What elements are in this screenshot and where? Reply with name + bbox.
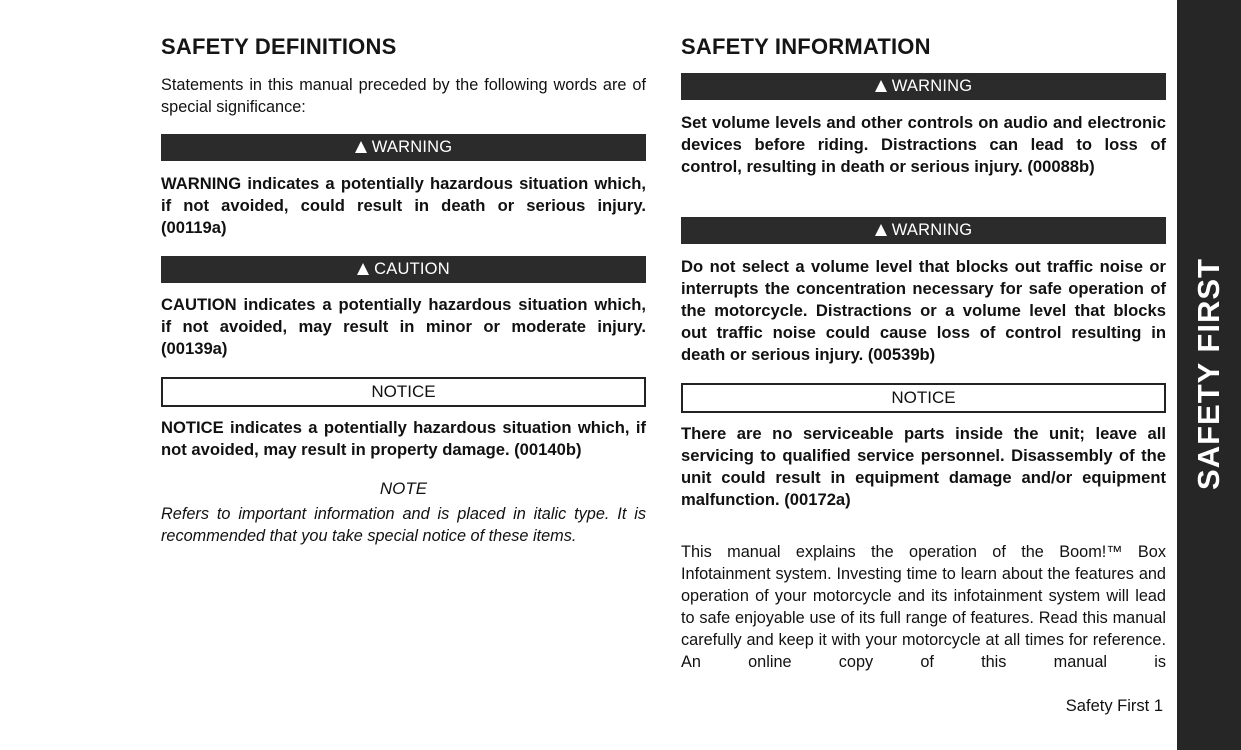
warning-banner-2 bbox=[681, 217, 1166, 244]
manual-intro-paragraph: This manual explains the operation of the Boom!™ Box Infotainment system. Investing time to learn about the features and operation of your motorcycle and its infotainment system will lead to safe enjoyable use of its full range of features. Read this manual carefully and keep it with your motorcycle at all times for reference. An online copy of this manual is bbox=[681, 543, 1166, 671]
caution-triangle-icon bbox=[357, 263, 369, 275]
warning-definition-text: WARNING indicates a potentially hazardous situation which, if not avoided, could result in death or serious injury. (00119a) bbox=[161, 174, 646, 237]
section-title-safety-information: SAFETY INFORMATION bbox=[681, 34, 931, 59]
warning-1-text: Set volume levels and other controls on audio and electronic devices before riding. Distractions can lead to loss of control, resulting in death or serious injury. (00088b) bbox=[681, 113, 1166, 176]
warning-triangle-icon bbox=[355, 141, 367, 153]
notice-definition-text: NOTICE indicates a potentially hazardous situation which, if not avoided, may result in property damage. (00140b) bbox=[161, 418, 646, 459]
warning-banner-1-label: WARNING bbox=[891, 77, 973, 95]
warning-2-text: Do not select a volume level that blocks out traffic noise or interrupts the concentration necessary for safe operation of the motorcycle. Distractions or a volume level that blocks out traffic noise could cause loss of control resulting in death or serious injury. (00539b) bbox=[681, 257, 1166, 364]
note-definition-text: Refers to important information and is placed in italic type. It is recommended that you take special notice of these items. bbox=[161, 505, 646, 545]
section-title-safety-definitions: SAFETY DEFINITIONS bbox=[161, 34, 397, 59]
note-heading: NOTE bbox=[379, 479, 428, 498]
warning-banner-label: WARNING bbox=[371, 138, 453, 156]
warning-banner-1 bbox=[681, 73, 1166, 100]
page-footer: Safety First 1 bbox=[1065, 697, 1163, 715]
warning-banner-2-label: WARNING bbox=[891, 221, 973, 239]
caution-definition-text: CAUTION indicates a potentially hazardous situation which, if not avoided, may result in minor or moderate injury. (00139a) bbox=[161, 295, 646, 358]
caution-banner-label: CAUTION bbox=[374, 260, 450, 278]
warning-triangle-icon bbox=[875, 80, 887, 92]
side-tab-label: SAFETY FIRST bbox=[1191, 258, 1226, 490]
notice-banner-label: NOTICE bbox=[371, 382, 436, 401]
warning-banner bbox=[161, 134, 646, 161]
caution-banner bbox=[161, 256, 646, 283]
notice-banner-label: NOTICE bbox=[891, 388, 956, 407]
intro-text: Statements in this manual preceded by the following words are of special significance: bbox=[161, 76, 646, 116]
notice-banner bbox=[681, 383, 1166, 413]
notice-banner bbox=[161, 377, 646, 407]
warning-triangle-icon bbox=[875, 224, 887, 236]
notice-text: There are no serviceable parts inside the unit; leave all servicing to qualified service personnel. Disassembly of the unit could result in equipment damage and/or equipment malfunction. (00172a) bbox=[681, 424, 1166, 509]
section-side-tab bbox=[1177, 0, 1241, 750]
